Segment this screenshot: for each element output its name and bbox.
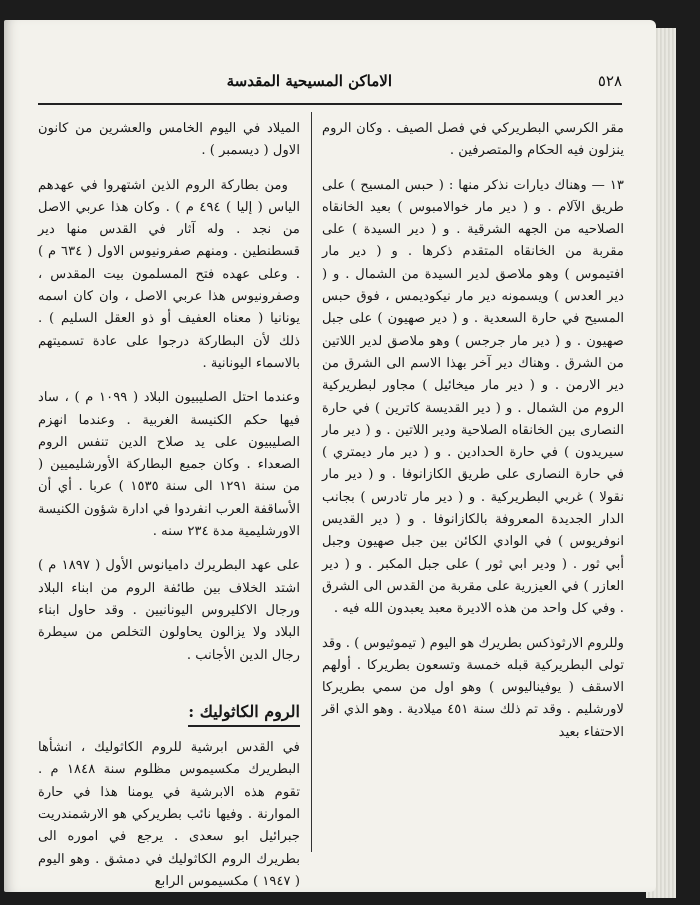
- column-divider: [311, 112, 312, 852]
- running-title: الاماكن المسيحية المقدسة: [226, 72, 392, 90]
- section-heading: الروم الكاثوليك :: [188, 701, 300, 727]
- paragraph: الميلاد في اليوم الخامس والعشرين من كانون الاول ( ديسمبر ) .: [38, 121, 300, 159]
- header-rule: [38, 103, 622, 105]
- right-column: [322, 118, 624, 756]
- paragraph: وللروم الارثوذكس بطريرك هو اليوم ( تيموثيوس ) . وقد تولى البطريركية قبله خمسة وتسعون بطريركا . أولهم الاسقف ( يوفيناليوس ) وهو اول من سمي بطريركا لاورشليم . وقد تم ذلك سنة ٤٥١ ميلادية . وهو الذي اقر الاحتفاء بعيد: [322, 635, 624, 740]
- paragraph: مقر الكرسي البطريركي في فصل الصيف . وكان الروم ينزلون فيه الحكام والمتصرفين .: [322, 121, 624, 159]
- paragraph: ومن بطاركة الروم الذين اشتهروا في عهدهم الياس ( إليا ) ٤٩٤ م ) . وكان هذا عربي الاصل من نجد . وله آثار في القدس منها دير قسطنطين . ومنهم صفرونيوس الاول ( ٦٣٤ م ) . وعلى عهده فتح المسلمون بيت المقدس ، وصفرونيوس هذا عربي الاصل ، وان كان اسمه يونانيا ( معناه العفيف أو ذو العقل السليم ) . ذلك لأن البطاركة درجوا على عادة تسميتهم بالاسماء اليونانية .: [38, 177, 300, 371]
- left-column: [38, 118, 300, 905]
- page-number: ٥٢٨: [597, 72, 622, 90]
- paragraph: على عهد البطريرك داميانوس الأول ( ١٨٩٧ م ) اشتد الخلاف بين طائفة الروم من ابناء البلاد ورجال الاكليروس اليونانيين . وقد حاول ابناء البلاد ولا يزالون يحاولون التخلص من سيطرة رجال الدين الأجانب .: [38, 558, 301, 663]
- page-header: [38, 72, 622, 98]
- paragraph: وعندما احتل الصليبيون البلاد ( ١٠٩٩ م ) ، ساد فيها حكم الكنيسة الغربية . وعندما انهزم الصليبيون على يد صلاح الدين تنفس الروم الصعداء . وكان جميع البطاركة الأورشليميين ( من سنة ١٢٩١ الى سنة ١٥٣٥ ) عربا . أي أن الأساقفة العرب انفردوا في ادارة شؤون الكنيسة الاورشليمية مدة ٢٣٤ سنه .: [38, 390, 301, 540]
- paragraph: ١٣ — وهناك ديارات نذكر منها : ( حبس المسيح ) على طريق الآلام . و ( دير مار خوالامبوس ) بعيد الخانقاه الصلاحيه من الجهه الشرقية . و ( دير السيدة ) على مقربة من الخانقاه المتقدم ذكرها . و ( دير مار افتيموس ) وهو ملاصق لدير السيدة من الشمال . و ( دير العدس ) ويسمونه دير مار نيكوديمس ، فوق حبس المسيح في حارة السعدية . و ( دير صهيون ) على جبل صهيون . و ( دير مار جرجس ) وهو ملاصق لدير اللاتين من الشرق . وهناك دير آخر بهذا الاسم الى الشرق من دير الارمن . و ( دير مار ميخائيل ) مجاور لبطريركية الروم من الشمال . و ( دير القديسة كاترين ) في حارة النصارى بين الخانقاه الصلاحية ودير اللاتين . و ( دير مار سيريدون ) في حارة الحدادين . و ( دير مار ديمتري ) في حارة النصارى على طريق الكازانوفا . و ( دير مار نقولا ) غربي البطريركية . و ( دير مار تادرس ) بجانب الدار الجديدة المعروفة بالكازانوفا . و ( دير القديس انوفريوس ) في الوادي الكائن بين جبل صهيون وجبل أبي ثور . ( ودير ابي ثور ) على جبل المكبر . و ( دير العازر ) في العيزرية على مقربة من القدس الى الشرق . وفي كل واحد من هذه الاديرة معبد يعبدون الله فيه .: [322, 177, 624, 617]
- paragraph: في القدس ابرشية للروم الكاثوليك ، انشأها البطريرك مكسيموس مظلوم سنة ١٨٤٨ م . تقوم هذه الابرشية في يومنا هذا في حارة الموارنة . وفيها نائب بطريركي هو الارشمندريت جبرائيل ابو سعدى . يرجع في اموره الى بطريرك الروم الكاثوليك في دمشق . وهو اليوم ( ١٩٤٧ ) مكسيموس الرابع: [38, 740, 300, 889]
